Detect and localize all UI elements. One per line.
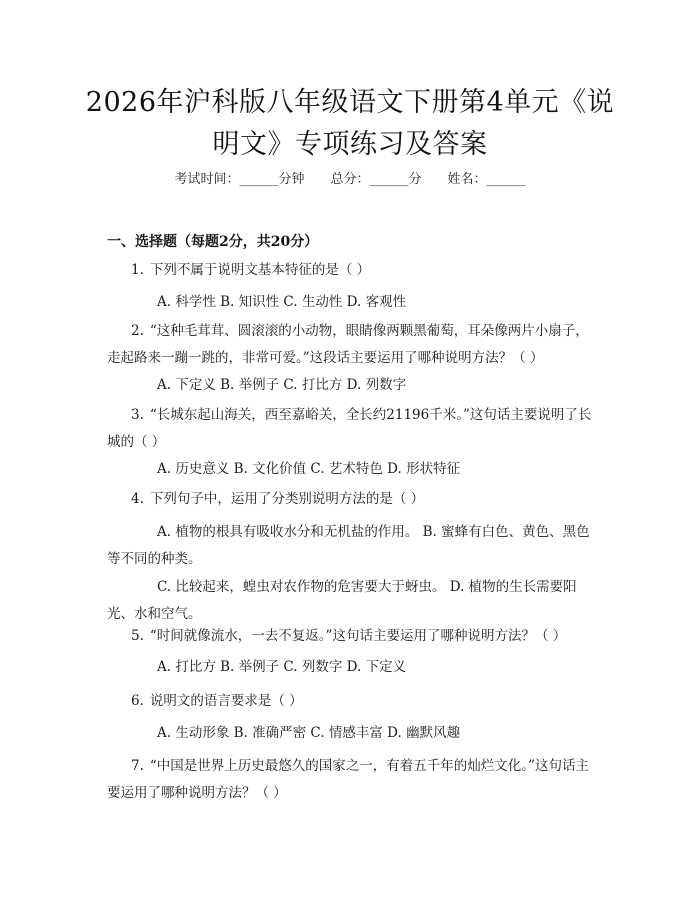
question-6 — [107, 688, 593, 715]
question-text: “长城东起山海关，西至嘉峪关，全长约21196千米。”这句话主要说明了长城的（ ） — [107, 407, 592, 450]
question-2-options: A. 下定义 B. 举例子 C. 打比方 D. 列数字 — [157, 377, 407, 393]
question-text: “中国是世界上历史最悠久的国家之一，有着五千年的灿烂文化。”这句话主要运用了哪种说明方法？（ ） — [107, 758, 589, 801]
document-title: 2026年沪科版八年级语文下册第4单元《说明文》专项练习及答案 — [85, 87, 615, 160]
question-7 — [107, 753, 593, 807]
question-5 — [107, 623, 593, 650]
question-4-options-c-d: C. 比较起来，蝗虫对农作物的危害要大于蚜虫。 D. 植物的生长需要阳光、水和空气。 — [107, 579, 577, 622]
question-text: 下列句子中，运用了分类别说明方法的是（ ） — [149, 491, 425, 507]
question-3 — [107, 402, 593, 456]
question-text: 说明文的语言要求是（ ） — [149, 693, 303, 709]
exam-info: 考试时间：______分钟 总分：______分 姓名：______ — [174, 172, 526, 187]
question-1-options: A. 科学性 B. 知识性 C. 生动性 D. 客观性 — [157, 294, 407, 310]
question-4 — [107, 486, 593, 513]
section-heading-choice: 一、选择题（每题2分，共20分） — [107, 234, 319, 250]
question-5-options: A. 打比方 B. 举例子 C. 列数字 D. 下定义 — [157, 659, 407, 675]
question-text: 下列不属于说明文基本特征的是（ ） — [149, 262, 371, 278]
question-number: 3. — [131, 407, 144, 423]
question-3-options: A. 历史意义 B. 文化价值 C. 艺术特色 D. 形状特征 — [157, 461, 461, 477]
question-number: 1. — [131, 262, 144, 278]
question-text: “这种毛茸茸、圆滚滚的小动物，眼睛像两颗黑葡萄，耳朵像两片小扇子，走起路来一蹦一跳的，非常可爱。”这段话主要运用了哪种说明方法？（ ） — [107, 323, 589, 366]
question-6-options: A. 生动形象 B. 准确严密 C. 情感丰富 D. 幽默风趣 — [157, 725, 461, 741]
question-4-options-a-b: A. 植物的根具有吸收水分和无机盐的作用。 B. 蜜蜂有白色、黄色、黑色等不同的种类。 — [107, 524, 590, 567]
question-number: 6. — [131, 693, 144, 709]
question-text: “时间就像流水，一去不复返。”这句话主要运用了哪种说明方法？（ ） — [149, 628, 567, 644]
question-2 — [107, 318, 593, 372]
question-number: 4. — [131, 491, 144, 507]
question-number: 5. — [131, 628, 144, 644]
question-number: 2. — [131, 323, 144, 339]
question-1 — [107, 257, 593, 284]
question-number: 7. — [131, 758, 144, 774]
